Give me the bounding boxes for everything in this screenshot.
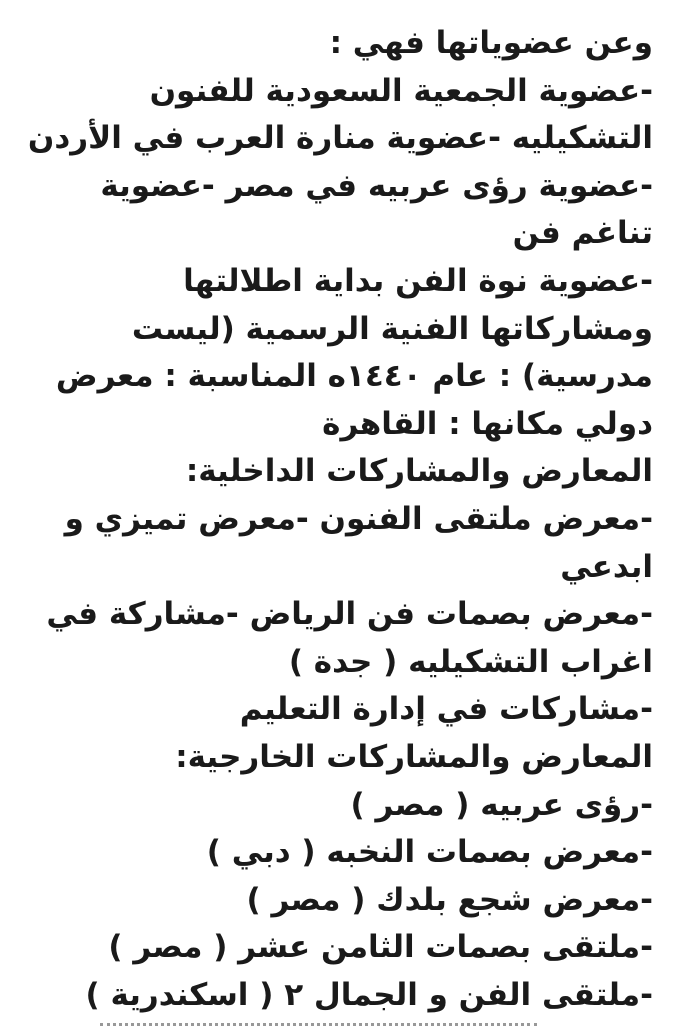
text-line-1: وعن عضوياتها فهي : — [329, 25, 653, 61]
text-line-12: ابدعي — [560, 548, 653, 585]
text-line-21: -ملتقى الفن و الجمال ٢ ( اسكندرية ) — [85, 976, 653, 1013]
text-line-17: -رؤى عربيه ( مصر ) — [350, 786, 653, 823]
text-line-7: ومشاركاتها الفنية الرسمية (ليست — [131, 310, 653, 347]
text-line-15: -مشاركات في إدارة التعليم — [239, 691, 653, 728]
text-line-4: -عضوية رؤى عربيه في مصر -عضوية — [100, 167, 653, 204]
text-line-19: -معرض شجع بلدك ( مصر ) — [246, 881, 653, 918]
document-body — [27, 20, 653, 1019]
cropped-next-line — [100, 1023, 537, 1029]
text-line-9: دولي مكانها : القاهرة — [322, 405, 653, 442]
text-line-11: -معرض ملتقى الفنون -معرض تميزي و — [64, 500, 653, 537]
text-line-3: التشكيليه -عضوية منارة العرب في الأردن — [27, 120, 653, 157]
text-line-8: مدرسية) : عام ١٤٤٠ه المناسبة : معرض — [55, 358, 653, 395]
text-line-20: -ملتقى بصمات الثامن عشر ( مصر ) — [108, 929, 653, 966]
text-line-5: تناغم فن — [512, 215, 653, 252]
text-line-2: -عضوية الجمعية السعودية للفنون — [149, 72, 653, 109]
text-line-10: المعارض والمشاركات الداخلية: — [185, 453, 653, 490]
text-line-13: -معرض بصمات فن الرياض -مشاركة في — [46, 596, 653, 633]
text-line-16: المعارض والمشاركات الخارجية: — [175, 738, 653, 775]
text-line-14: اغراب التشكيليه ( جدة ) — [288, 643, 653, 680]
text-line-18: -معرض بصمات النخبه ( دبي ) — [206, 834, 653, 871]
text-line-6: -عضوية نوة الفن بداية اطلالتها — [183, 262, 653, 299]
